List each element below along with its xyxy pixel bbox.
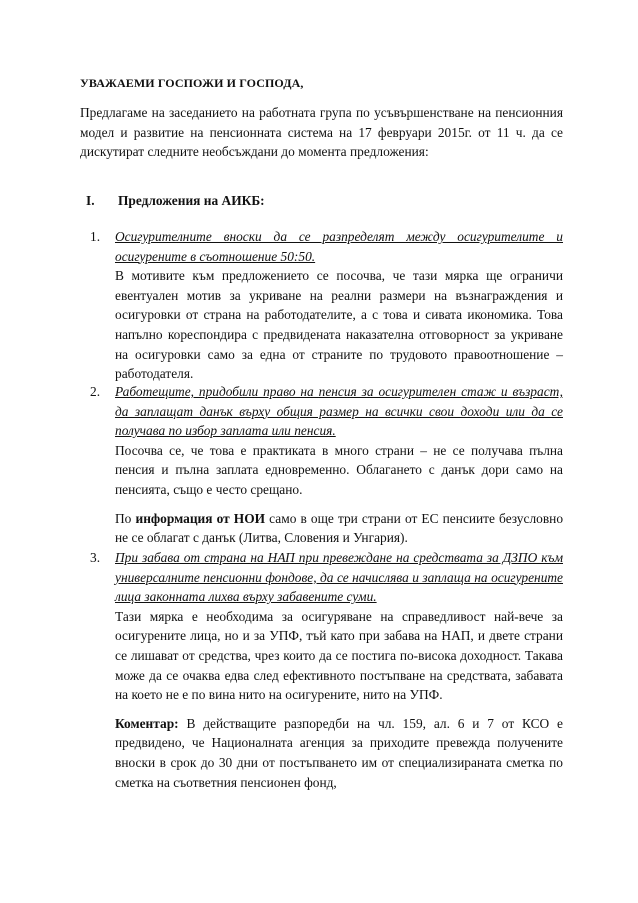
- list-item-marker: 2.: [90, 384, 101, 399]
- motivation-text: Тази мярка е необходима за осигуряване на справедливост най-вече за осигурените лица, но и за УПФ, тъй като при забава на НАП, и двете страни се лишават от средства, чрез които да се постига по-висока доходност. Такава може да се очаква едва след ефективното постъпване на средствата, забавата на което не е по вина нито на осигурените, нито на УПФ.: [115, 608, 563, 703]
- list-item-3: [90, 548, 563, 792]
- comment-label: Коментар:: [115, 715, 179, 731]
- note-prefix: По: [115, 510, 132, 526]
- comment-paragraph: [115, 714, 563, 792]
- section-heading: [86, 193, 265, 209]
- proposal-text: Работещите, придобили право на пенсия за осигурителен стаж и възраст, да заплащат данък върху общия размер на всички свои доходи или да се получава по избор заплата или пенсия.: [115, 384, 563, 439]
- list-item-marker: 1.: [90, 229, 101, 244]
- list-item-marker: 3.: [90, 550, 101, 565]
- greeting-heading: УВАЖАЕМИ ГОСПОЖИ И ГОСПОДА,: [80, 76, 304, 90]
- motivation-text: В мотивите към предложението се посочва, че тази мярка ще ограничи евентуален мотив за укриване на реални размери на възнаграждения и осигуровки от страна на работодателите, а с това и сивата икономика. Това напълно кореспондира с предвидената наказателна отговорност за укриване на осигуровки само за една от страните по трудовото правоотношение – работодателя.: [115, 268, 563, 382]
- intro-paragraph: Предлагаме на заседанието на работната група по усъвършенстване на пенсионния модел и развитие на пенсионната система на 17 февруари 2015г. от 11 ч. да се дискутират следните необсъждани до момента предложения:: [80, 105, 563, 160]
- note-bold: информация от НОИ: [135, 510, 266, 526]
- section-number: I.: [86, 193, 95, 208]
- list-item-2: [90, 382, 563, 548]
- noi-information-paragraph: [115, 509, 563, 548]
- comment-text: В действащите разпоредби на чл. 159, ал. 6 и 7 от КСО е предвидено, че Националната агенция за приходите превежда получените вноски в срок до 30 дни от постъпването им от специализираната сметка по сметка на съответния пенсионен фонд,: [115, 715, 563, 790]
- proposal-text: Осигурителните вноски да се разпределят между осигурителите и осигурените в съотношение 50:50.: [115, 229, 563, 264]
- section-title: Предложения на АИКБ:: [118, 193, 265, 208]
- list-item-1: [90, 227, 563, 384]
- motivation-text: Посочва се, че това е практиката в много страни – не се получава пълна пенсия и пълна заплата едновременно. Облагането с данък дори само на пенсията, също е често срещано.: [115, 442, 563, 497]
- note-suffix: само в още три страни от ЕС пенсиите безусловно не се облагат с данък (Литва, Словения и Унгария).: [115, 510, 564, 546]
- proposal-text: При забава от страна на НАП при превеждане на средствата за ДЗПО към универсалните пенсионни фондове, да се начислява и заплаща на осигурените лица законната лихва върху забавените суми.: [115, 550, 563, 605]
